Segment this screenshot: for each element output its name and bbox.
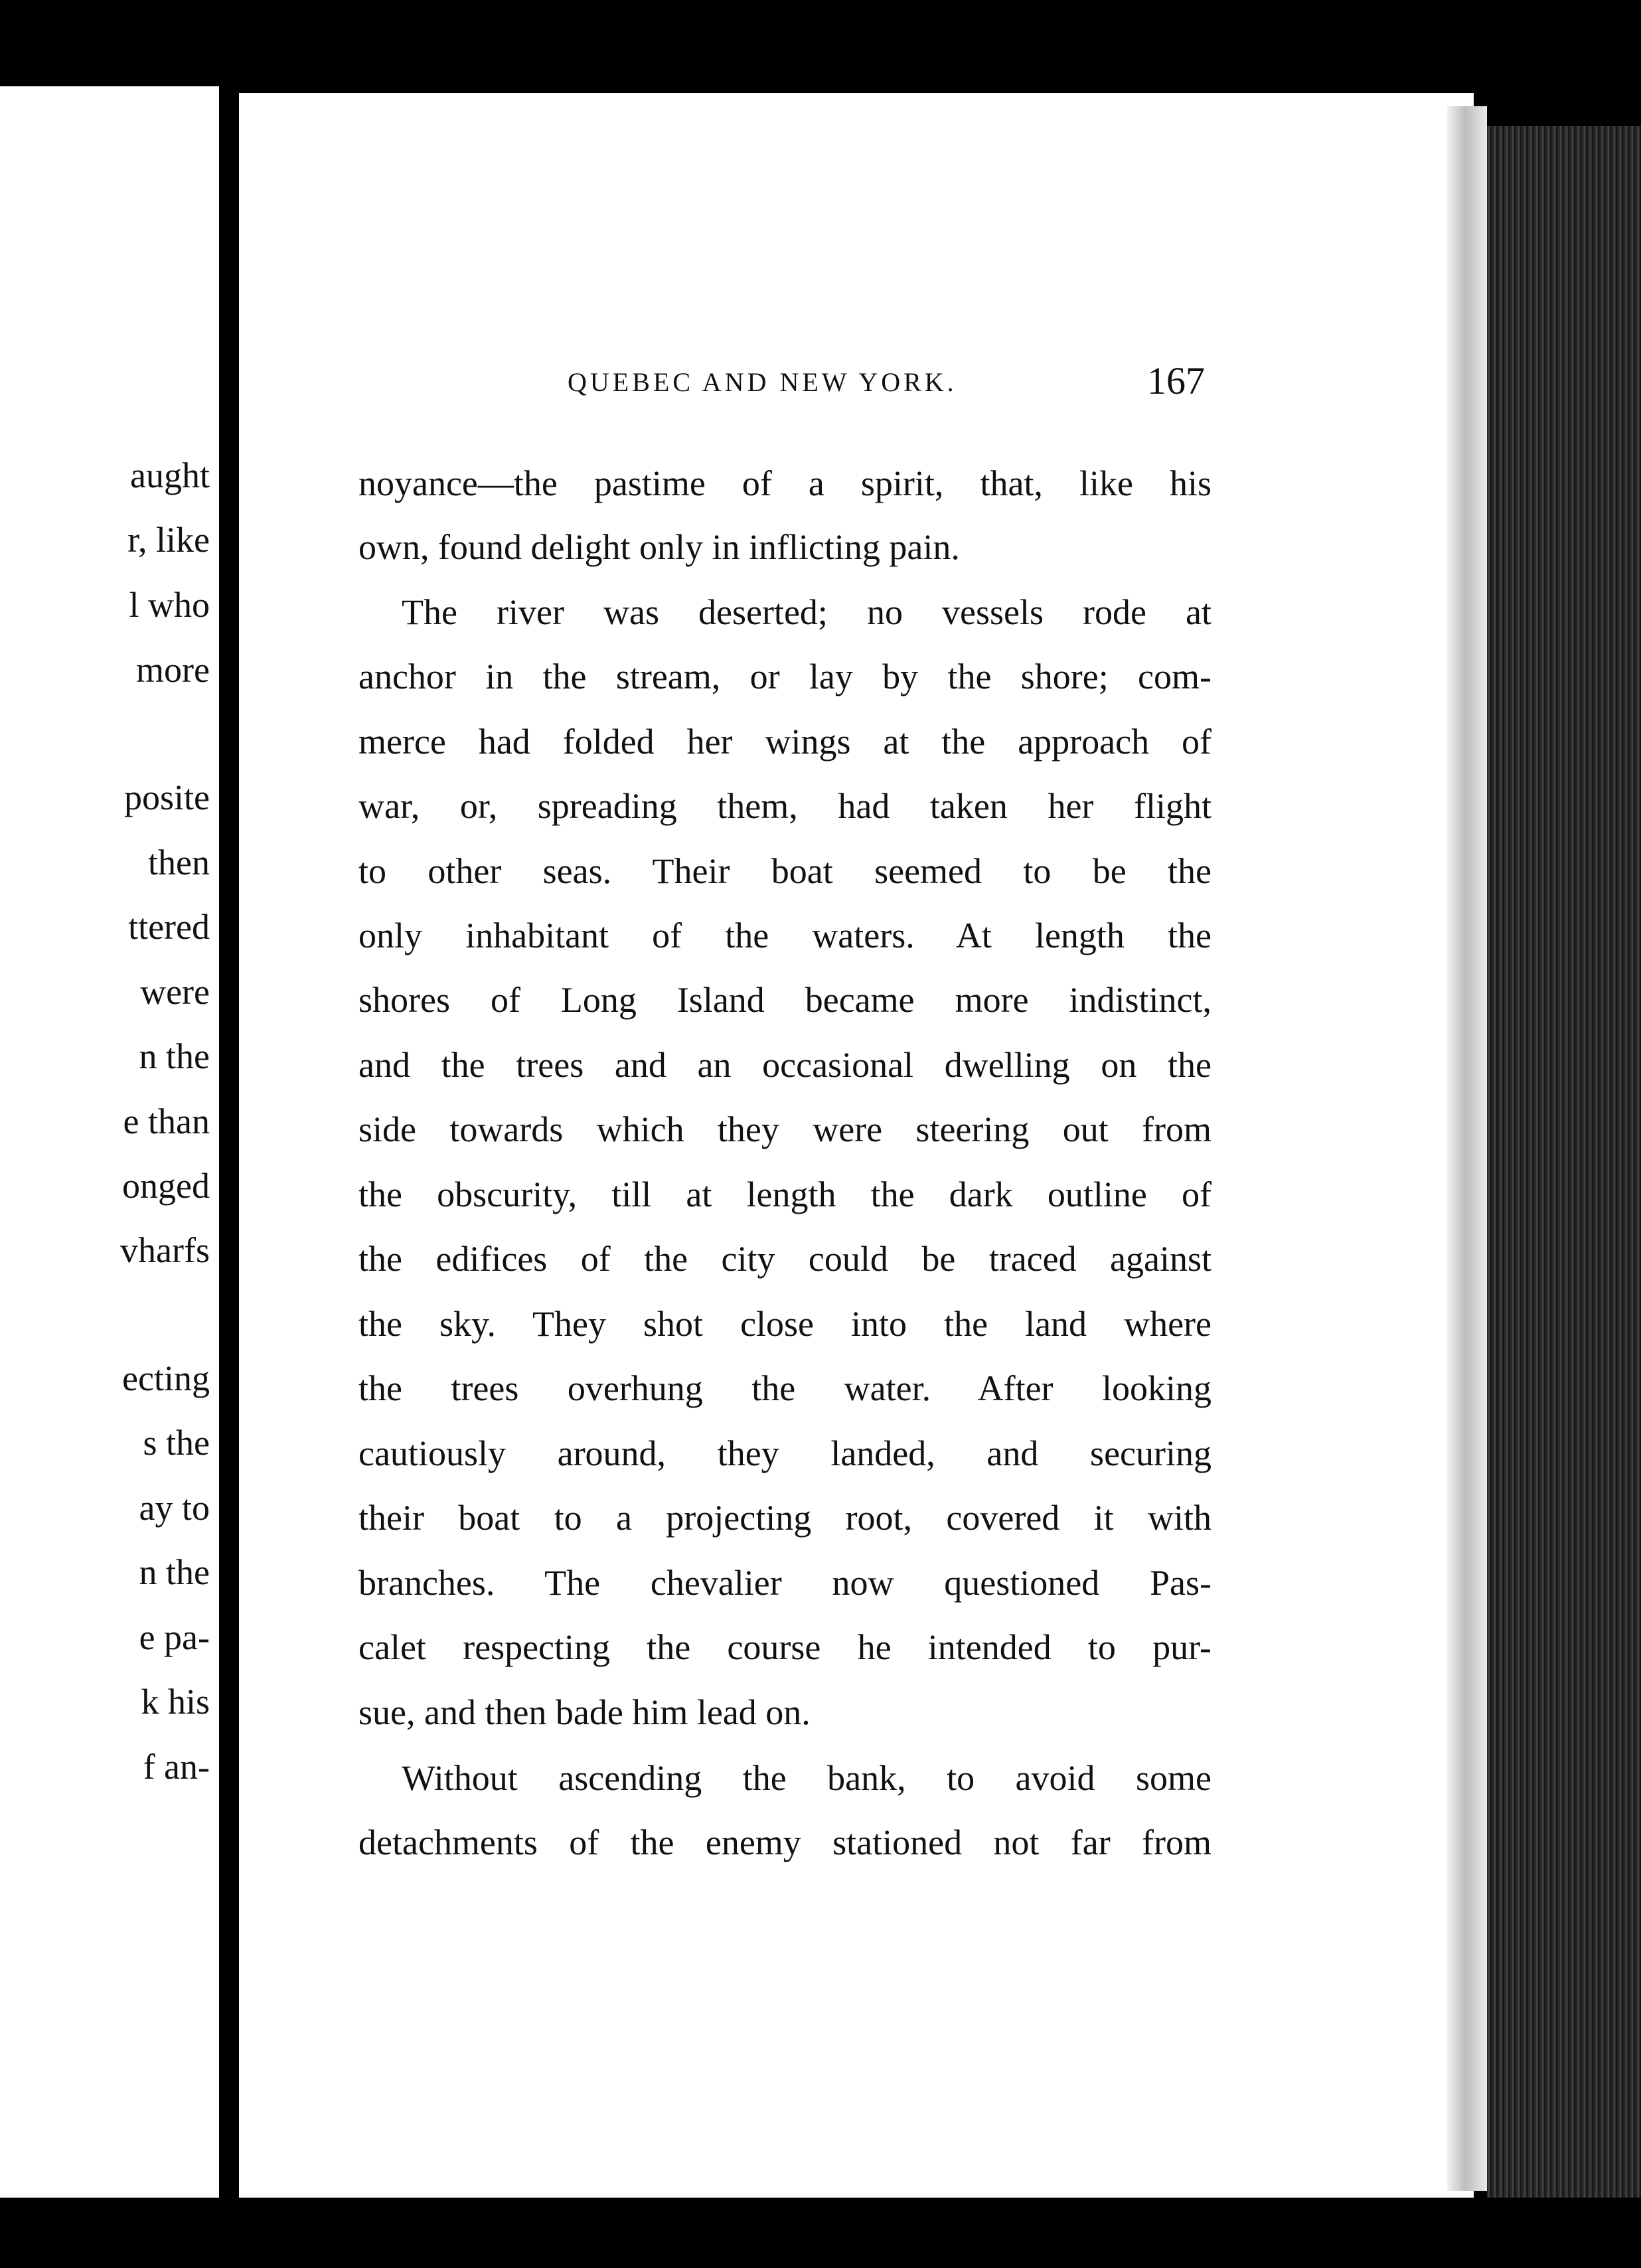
left-page-line: s the bbox=[143, 1423, 210, 1463]
text-line: detachments of the enemy stationed not far from bbox=[358, 1822, 1211, 1862]
text-line: and the trees and an occasional dwelling on the bbox=[358, 1045, 1211, 1085]
left-page-line: onged bbox=[122, 1166, 210, 1206]
text-line: their boat to a projecting root, covered it with bbox=[358, 1498, 1211, 1538]
left-page-line: n the bbox=[139, 1036, 210, 1076]
text-line: calet respecting the course he intended to pur- bbox=[358, 1627, 1211, 1667]
text-line: merce had folded her wings at the approach of bbox=[358, 722, 1211, 762]
running-head: QUEBEC AND NEW YORK. bbox=[568, 367, 957, 397]
book-edge-stack bbox=[1487, 126, 1641, 2198]
text-line: Without ascending the bank, to avoid some bbox=[402, 1758, 1211, 1798]
book-gutter bbox=[219, 86, 239, 2198]
text-line: noyance—the pastime of a spirit, that, like his bbox=[358, 463, 1211, 503]
text-line: the obscurity, till at length the dark outline of bbox=[358, 1174, 1211, 1214]
left-page-line: then bbox=[148, 843, 210, 882]
text-line: branches. The chevalier now questioned Pas- bbox=[358, 1563, 1211, 1603]
left-page-line: r, like bbox=[127, 520, 210, 560]
text-line: war, or, spreading them, had taken her flight bbox=[358, 786, 1211, 826]
text-line: only inhabitant of the waters. At length the bbox=[358, 916, 1211, 955]
left-page-line: ttered bbox=[128, 907, 210, 947]
left-page-line: posite bbox=[124, 777, 210, 817]
text-line: the trees overhung the water. After looking bbox=[358, 1368, 1211, 1408]
text-line: the edifices of the city could be traced against bbox=[358, 1239, 1211, 1279]
left-page-line: e than bbox=[123, 1101, 210, 1141]
left-page-line: n the bbox=[139, 1552, 210, 1592]
left-page-line: ay to bbox=[139, 1488, 210, 1528]
left-page bbox=[0, 86, 222, 2198]
left-page-line: ecting bbox=[122, 1358, 210, 1398]
left-page-line: k his bbox=[141, 1682, 210, 1722]
text-line: side towards which they were steering out from bbox=[358, 1109, 1211, 1149]
text-line: shores of Long Island became more indistinct, bbox=[358, 980, 1211, 1020]
left-page-line: were bbox=[140, 972, 210, 1012]
left-page-line: aught bbox=[130, 455, 210, 495]
text-line: own, found delight only in inflicting pain. bbox=[358, 527, 960, 567]
text-line: The river was deserted; no vessels rode at bbox=[402, 592, 1211, 632]
left-page-line: more bbox=[136, 650, 210, 690]
left-page-line: e pa- bbox=[139, 1617, 210, 1657]
left-page-line: vharfs bbox=[120, 1230, 210, 1270]
page-edge bbox=[1447, 106, 1487, 2191]
page-number: 167 bbox=[1147, 359, 1205, 402]
text-line: to other seas. Their boat seemed to be the bbox=[358, 851, 1211, 891]
left-page-line: f an- bbox=[143, 1747, 210, 1787]
text-line: the sky. They shot close into the land where bbox=[358, 1304, 1211, 1344]
left-page-line: l who bbox=[129, 585, 210, 625]
text-line: sue, and then bade him lead on. bbox=[358, 1692, 811, 1732]
text-line: cautiously around, they landed, and securing bbox=[358, 1433, 1211, 1473]
text-line: anchor in the stream, or lay by the shore; com- bbox=[358, 657, 1211, 696]
